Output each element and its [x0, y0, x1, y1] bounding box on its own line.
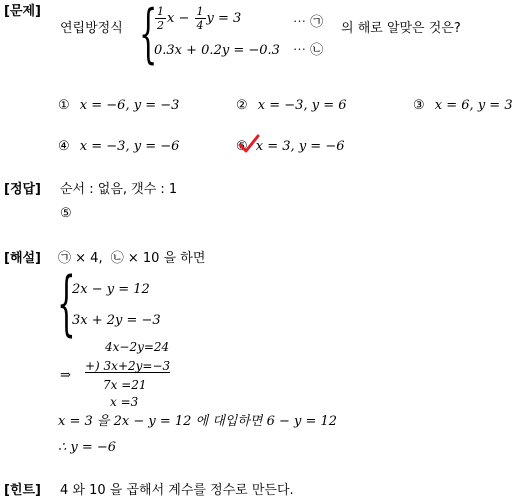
solution-brace: {: [57, 262, 76, 344]
problem-tag: [문제]: [4, 4, 41, 19]
choice-text: x = 6, y = 3: [434, 98, 513, 113]
work-line-2: +) 3x+2y=−3: [85, 359, 171, 373]
work-line-3: 7x =21: [103, 378, 147, 392]
choice-number: ④: [58, 139, 70, 154]
solution-intro: ㉠ × 4, ㉡ × 10 을 하면: [58, 251, 206, 266]
answer-tag: [정답]: [4, 182, 41, 197]
choice-text: x = −6, y = −3: [79, 98, 180, 113]
hint-text: 4 와 10 을 곱해서 계수를 정수로 만든다.: [60, 483, 294, 498]
choice-number: ①: [58, 98, 70, 113]
equation-1: $\frac{1}{2}$ x − $\frac{1}{4}$ y = 3: [157, 5, 242, 32]
equation-2: 0.3x + 0.2y = −0.3: [154, 43, 280, 58]
marker-2: ⋯ ㉡: [293, 43, 324, 58]
marker-1: ⋯ ㉠: [293, 15, 324, 30]
choice-text: x = −3, y = 6: [257, 98, 347, 113]
hint-tag: [힌트]: [4, 483, 41, 498]
solution-tag: [해설]: [4, 251, 41, 266]
choice-number: ③: [413, 98, 425, 113]
circled-nieun-icon: ㉡: [110, 251, 124, 266]
substitution-line: x = 3 을 2x − y = 12 에 대입하면 6 − y = 12: [58, 414, 338, 429]
checkmark-icon: [238, 134, 260, 154]
answer-meta: 순서 : 없음, 갯수 : 1: [60, 182, 178, 197]
choice-1[interactable]: [58, 99, 179, 112]
system-brace: {: [139, 0, 158, 71]
problem-question: 의 해로 알맞은 것은?: [341, 21, 461, 36]
choice-3[interactable]: [413, 99, 513, 112]
solution-system-eq2: 3x + 2y = −3: [72, 313, 161, 328]
solution-system-eq1: 2x − y = 12: [72, 282, 150, 297]
choice-number: ②: [236, 98, 248, 113]
choice-text: x = −3, y = −6: [79, 139, 180, 154]
choice-4[interactable]: [58, 140, 179, 153]
fraction-half: $\frac{1}{2}$: [157, 5, 164, 32]
conclusion-line: ∴ y = −6: [58, 440, 117, 455]
circled-nieun-icon: ㉡: [310, 43, 324, 58]
choice-number: ⑤: [236, 139, 248, 154]
circled-giyeok-icon: ㉠: [58, 251, 72, 266]
problem-prefix: 연립방정식: [60, 21, 123, 36]
circled-giyeok-icon: ㉠: [310, 15, 324, 30]
choice-2[interactable]: [236, 99, 347, 112]
work-line-1: 4x−2y=24: [105, 340, 170, 354]
answer-value: ⑤: [60, 206, 72, 221]
implies-arrow: ⇒: [60, 368, 71, 383]
choice-text: x = 3, y = −6: [255, 139, 345, 154]
fraction-quarter: $\frac{1}{4}$: [196, 5, 204, 32]
work-line-4: x =3: [110, 395, 139, 409]
